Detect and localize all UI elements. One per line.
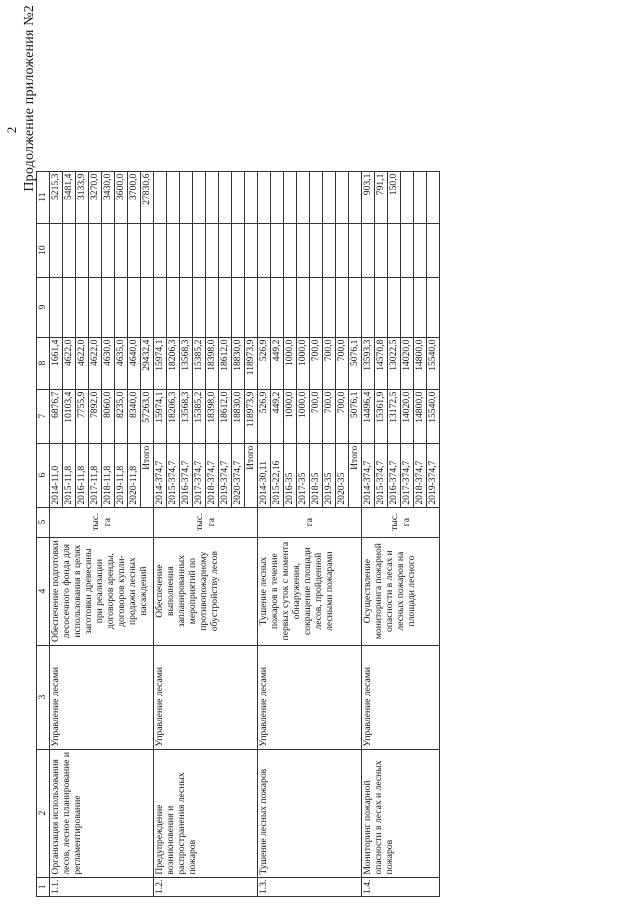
cell-c8: 526,9 [258, 337, 271, 389]
cell-c7: 5076,1 [349, 389, 362, 443]
cell-c7: 18830,0 [232, 389, 245, 443]
cell-c9 [349, 277, 362, 337]
cell-c6: 2014-374,7 [362, 443, 375, 507]
table-row [50, 171, 63, 896]
cell-c8: 449,2 [271, 337, 284, 389]
appendix-caption: Продолжение приложения №2 [22, 5, 37, 192]
cell-c9 [219, 277, 232, 337]
cell-c6: Итого [349, 443, 362, 507]
cell-c10 [388, 223, 401, 277]
activity-name: Предупреждение возникновения и распространения лесных пожаров [154, 749, 258, 877]
col-num-2: 2 [37, 749, 50, 877]
col-num-3: 3 [37, 645, 50, 749]
cell-c9 [76, 277, 89, 337]
cell-c7: 449,2 [271, 389, 284, 443]
cell-c7: 57263,0 [141, 389, 154, 443]
cell-c9 [271, 277, 284, 337]
cell-c8: 15385,2 [193, 337, 206, 389]
cell-c11 [284, 171, 297, 223]
section-number: 1.2. [154, 877, 258, 896]
section-number: 1.1. [50, 877, 154, 896]
cell-c10 [414, 223, 427, 277]
cell-c11 [297, 171, 310, 223]
cell-c10 [89, 223, 102, 277]
cell-c9 [102, 277, 115, 337]
cell-c10 [63, 223, 76, 277]
cell-c9 [141, 277, 154, 337]
cell-c9 [336, 277, 349, 337]
cell-c10 [76, 223, 89, 277]
cell-c6: 2015-374,7 [375, 443, 388, 507]
cell-c9 [323, 277, 336, 337]
cell-c11 [427, 171, 440, 223]
executor: Управление лесами [154, 645, 258, 749]
page-number: 2 [4, 126, 19, 134]
cell-c8: 18830,0 [232, 337, 245, 389]
cell-c6: 2019-11,8 [115, 443, 128, 507]
cell-c7: 15540,0 [427, 389, 440, 443]
cell-c7: 15385,2 [193, 389, 206, 443]
cell-c6: Итого [141, 443, 154, 507]
cell-c9 [154, 277, 167, 337]
cell-c11 [167, 171, 180, 223]
cell-c6: 2020-374,7 [232, 443, 245, 507]
cell-c8: 18398,0 [206, 337, 219, 389]
activity-name: Тушение лесных пожаров [258, 749, 362, 877]
cell-c8: 4622,0 [89, 337, 102, 389]
cell-c11 [219, 171, 232, 223]
cell-c11: 791,1 [375, 171, 388, 223]
cell-c9 [63, 277, 76, 337]
cell-c6: 2016-35 [284, 443, 297, 507]
cell-c7: 700,0 [336, 389, 349, 443]
cell-c8: 29432,4 [141, 337, 154, 389]
cell-c7: 8060,0 [102, 389, 115, 443]
cell-c7: 700,0 [323, 389, 336, 443]
col-num-1: 1 [37, 877, 50, 896]
cell-c6: 2014-374,7 [154, 443, 167, 507]
cell-c8: 13593,3 [362, 337, 375, 389]
cell-c10 [115, 223, 128, 277]
cell-c7: 700,0 [310, 389, 323, 443]
cell-c6: 2019-374,7 [219, 443, 232, 507]
cell-c9 [180, 277, 193, 337]
cell-c7: 13172,5 [388, 389, 401, 443]
cell-c6: 2017-11,8 [89, 443, 102, 507]
cell-c6: 2015-374,7 [167, 443, 180, 507]
activity-name: Организация использования лесов, лесное планирование и регламентирование [50, 749, 154, 877]
cell-c10 [154, 223, 167, 277]
cell-c11: 27830,6 [141, 171, 154, 223]
section-number: 1.3. [258, 877, 362, 896]
measure-description: Обеспечение выполнения запланированных мероприятий по противопожарному обустройству лесов [154, 537, 258, 645]
cell-c10 [258, 223, 271, 277]
cell-c10 [128, 223, 141, 277]
measure-description: Тушение лесных пожаров в течение первых суток с момента обнаружения, сокращение площади лесов, пройденной лесными пожарами [258, 537, 362, 645]
cell-c9 [167, 277, 180, 337]
cell-c8: 4622,0 [76, 337, 89, 389]
cell-c8: 700,0 [310, 337, 323, 389]
cell-c10 [271, 223, 284, 277]
cell-c7: 18398,0 [206, 389, 219, 443]
cell-c8: 4635,0 [115, 337, 128, 389]
cell-c10 [362, 223, 375, 277]
cell-c9 [50, 277, 63, 337]
cell-c6: 2019-35 [323, 443, 336, 507]
cell-c11 [206, 171, 219, 223]
cell-c10 [50, 223, 63, 277]
cell-c6: 2020-35 [336, 443, 349, 507]
cell-c6: 2017-374,7 [401, 443, 414, 507]
col-num-9: 9 [37, 277, 50, 337]
table-row [154, 171, 167, 896]
cell-c7: 15974,1 [154, 389, 167, 443]
cell-c7: 1000,0 [297, 389, 310, 443]
cell-c8: 14570,8 [375, 337, 388, 389]
cell-c10 [193, 223, 206, 277]
cell-c10 [167, 223, 180, 277]
cell-c6: 2018-374,7 [414, 443, 427, 507]
cell-c7: 15361,9 [375, 389, 388, 443]
cell-c9 [206, 277, 219, 337]
cell-c6: 2019-374,7 [427, 443, 440, 507]
cell-c7: 8235,0 [115, 389, 128, 443]
section-number: 1.4. [362, 877, 440, 896]
cell-c6: 2016-374,7 [180, 443, 193, 507]
cell-c7: 18206,3 [167, 389, 180, 443]
cell-c11 [310, 171, 323, 223]
cell-c10 [310, 223, 323, 277]
cell-c7: 14496,4 [362, 389, 375, 443]
cell-c9 [297, 277, 310, 337]
table-row [362, 171, 375, 896]
cell-c7: 13568,3 [180, 389, 193, 443]
cell-c8: 13022,5 [388, 337, 401, 389]
cell-c8: 14020,0 [401, 337, 414, 389]
cell-c8: 4640,0 [128, 337, 141, 389]
cell-c8: 4622,0 [63, 337, 76, 389]
cell-c11: 3133,9 [76, 171, 89, 223]
cell-c10 [102, 223, 115, 277]
cell-c11 [271, 171, 284, 223]
cell-c10 [141, 223, 154, 277]
col-num-8: 8 [37, 337, 50, 389]
cell-c7: 6876,7 [50, 389, 63, 443]
cell-c8: 1661,4 [50, 337, 63, 389]
cell-c8: 1000,0 [284, 337, 297, 389]
cell-c11 [193, 171, 206, 223]
cell-c8: 15974,1 [154, 337, 167, 389]
cell-c11 [245, 171, 258, 223]
cell-c10 [375, 223, 388, 277]
cell-c7: 8340,0 [128, 389, 141, 443]
col-num-7: 7 [37, 389, 50, 443]
col-num-6: 6 [37, 443, 50, 507]
cell-c6: 2018-374,7 [206, 443, 219, 507]
measure-description: Обеспечение подготовки лесосечного фонда для использования в целях заготовки древесины при реализации договоров аренды, договоров купли-продажи лесных насаждений [50, 537, 154, 645]
cell-c11 [154, 171, 167, 223]
cell-c7: 526,9 [258, 389, 271, 443]
cell-c9 [388, 277, 401, 337]
cell-c8: 5076,1 [349, 337, 362, 389]
table-body [50, 171, 440, 896]
cell-c11: 3700,0 [128, 171, 141, 223]
cell-c9 [89, 277, 102, 337]
unit: тыс. га [154, 507, 258, 537]
cell-c9 [310, 277, 323, 337]
cell-c7: 1000,0 [284, 389, 297, 443]
cell-c6: Итого [245, 443, 258, 507]
cell-c11 [336, 171, 349, 223]
cell-c8: 18206,3 [167, 337, 180, 389]
cell-c6: 2014-30,11 [258, 443, 271, 507]
cell-c11: 150,0 [388, 171, 401, 223]
cell-c8: 18612,0 [219, 337, 232, 389]
cell-c9 [193, 277, 206, 337]
cell-c8: 700,0 [336, 337, 349, 389]
cell-c8: 1000,0 [297, 337, 310, 389]
cell-c9 [401, 277, 414, 337]
cell-c11: 3600,0 [115, 171, 128, 223]
cell-c10 [349, 223, 362, 277]
cell-c6: 2018-11,8 [102, 443, 115, 507]
cell-c7: 14800,0 [414, 389, 427, 443]
cell-c11 [258, 171, 271, 223]
cell-c11 [232, 171, 245, 223]
activity-name: Мониторинг пожарной опасности в лесах и лесных пожаров [362, 749, 440, 877]
cell-c6: 2018-35 [310, 443, 323, 507]
cell-c10 [297, 223, 310, 277]
cell-c6: 2015-22,16 [271, 443, 284, 507]
cell-c10 [245, 223, 258, 277]
executor: Управление лесами [362, 645, 440, 749]
column-number-row [37, 171, 50, 896]
unit: тыс. га [50, 507, 154, 537]
cell-c10 [206, 223, 219, 277]
cell-c10 [427, 223, 440, 277]
cell-c11: 5215,3 [50, 171, 63, 223]
cell-c7: 7892,0 [89, 389, 102, 443]
cell-c9 [284, 277, 297, 337]
table-row [258, 171, 271, 896]
col-num-4: 4 [37, 537, 50, 645]
cell-c7: 118973,9 [245, 389, 258, 443]
cell-c6: 2017-35 [297, 443, 310, 507]
cell-c10 [323, 223, 336, 277]
cell-c11 [414, 171, 427, 223]
cell-c9 [414, 277, 427, 337]
cell-c8: 4630,0 [102, 337, 115, 389]
cell-c11: 3430,0 [102, 171, 115, 223]
cell-c9 [427, 277, 440, 337]
cell-c11: 3270,0 [89, 171, 102, 223]
cell-c9 [128, 277, 141, 337]
cell-c8: 14800,0 [414, 337, 427, 389]
cell-c9 [362, 277, 375, 337]
cell-c6: 2015-11,8 [63, 443, 76, 507]
unit: га [258, 507, 362, 537]
cell-c11: 903,1 [362, 171, 375, 223]
cell-c9 [115, 277, 128, 337]
cell-c8: 700,0 [323, 337, 336, 389]
cell-c10 [336, 223, 349, 277]
cell-c8: 13568,3 [180, 337, 193, 389]
cell-c6: 2020-11,8 [128, 443, 141, 507]
cell-c7: 18612,0 [219, 389, 232, 443]
col-num-11: 11 [37, 171, 50, 223]
cell-c11 [180, 171, 193, 223]
col-num-10: 10 [37, 223, 50, 277]
cell-c7: 14020,0 [401, 389, 414, 443]
unit: тыс. га [362, 507, 440, 537]
cell-c6: 2016-374,7 [388, 443, 401, 507]
cell-c9 [258, 277, 271, 337]
cell-c11 [323, 171, 336, 223]
cell-c7: 7755,9 [76, 389, 89, 443]
col-num-5: 5 [37, 507, 50, 537]
cell-c8: 15540,0 [427, 337, 440, 389]
cell-c10 [401, 223, 414, 277]
cell-c8: 118973,9 [245, 337, 258, 389]
cell-c10 [219, 223, 232, 277]
cell-c11 [349, 171, 362, 223]
cell-c6: 2016-11,8 [76, 443, 89, 507]
cell-c11: 5481,4 [63, 171, 76, 223]
cell-c6: 2014-11,0 [50, 443, 63, 507]
cell-c6: 2017-374,7 [193, 443, 206, 507]
program-table [36, 171, 440, 897]
cell-c9 [375, 277, 388, 337]
cell-c7: 10103,4 [63, 389, 76, 443]
cell-c11 [401, 171, 414, 223]
cell-c9 [232, 277, 245, 337]
cell-c10 [284, 223, 297, 277]
executor: Управление лесами [50, 645, 154, 749]
measure-description: Осуществление мониторинга пожарной опасности в лесах и лесных пожаров на площади лесного [362, 537, 440, 645]
cell-c9 [245, 277, 258, 337]
cell-c10 [180, 223, 193, 277]
executor: Управление лесами [258, 645, 362, 749]
cell-c10 [232, 223, 245, 277]
